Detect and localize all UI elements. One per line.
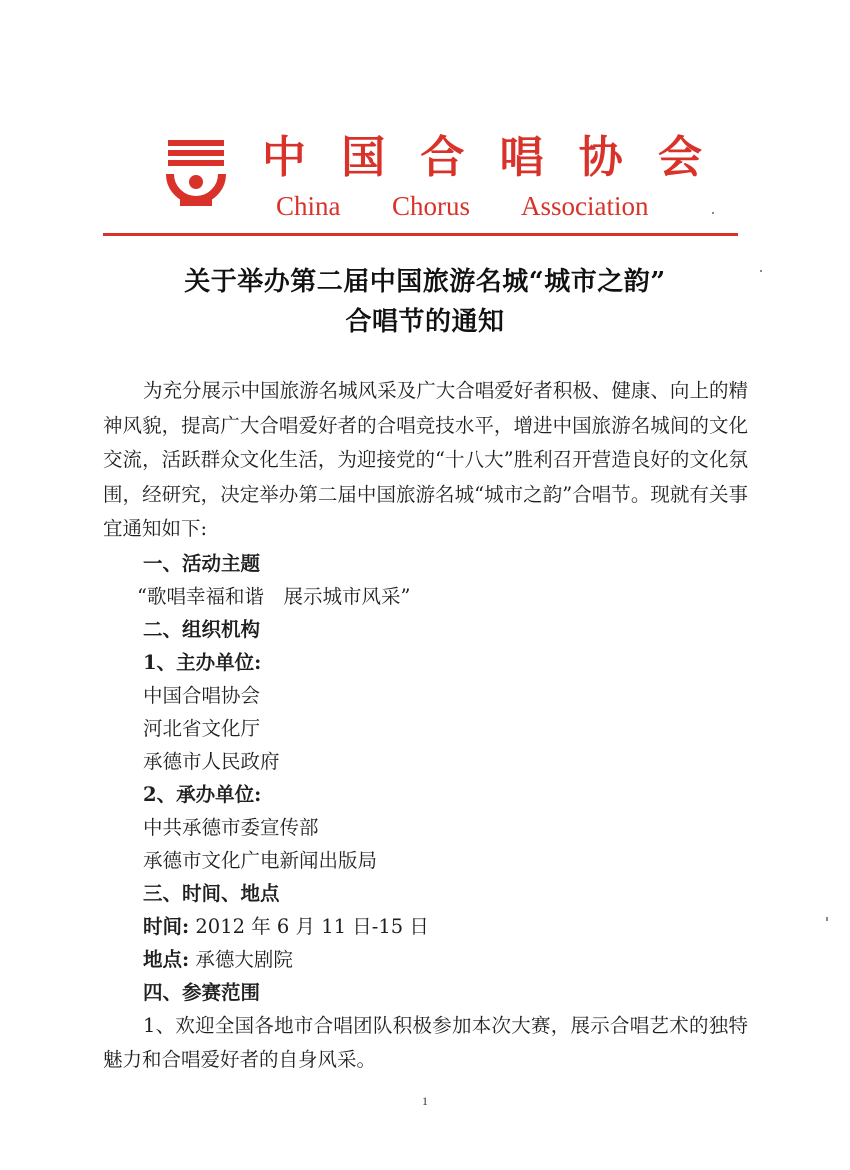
intro-paragraph: 为充分展示中国旅游名城风采及广大合唱爱好者积极、健康、向上的精神风貌，提高广大合唱爱好者的合唱竞技水平，增进中国旅游名城间的文化交流，活跃群众文化生活，为迎接党的“十八大”胜利召开营造良好的文化氛围，经研究，决定举办第二届中国旅游名城“城市之韵”合唱节。现就有关事宜通知如下:: [103, 379, 748, 540]
org-name-word: Association: [521, 191, 649, 221]
title-line: 关于举办第二届中国旅游名城“城市之韵”: [184, 267, 666, 297]
section-heading: 三、时间、地点: [143, 881, 280, 905]
org-name-word: China: [276, 191, 341, 221]
time-label: 时间:: [143, 914, 190, 938]
subsection-heading: 1、主办单位:: [143, 650, 262, 674]
org-name-word: Chorus: [392, 191, 471, 221]
subsection-heading: 2、承办单位:: [143, 782, 262, 806]
host-unit: 承德市人民政府: [143, 749, 280, 773]
host-unit: 中国合唱协会: [143, 683, 261, 707]
org-name-char: 合: [420, 132, 465, 183]
org-name-char: 中: [262, 132, 306, 183]
letterhead-divider: [103, 233, 738, 236]
section-heading: 四、参赛范围: [143, 980, 261, 1004]
org-name-chinese: [262, 128, 702, 188]
org-name-char: 协: [578, 132, 623, 183]
organizer-unit: 承德市文化广电新闻出版局: [143, 848, 378, 872]
place-label: 地点:: [143, 947, 190, 971]
organizer-unit: 中共承德市委宣传部: [143, 815, 319, 839]
scan-speck: [760, 270, 762, 272]
org-name-english: [276, 188, 676, 224]
event-time: [103, 910, 748, 943]
host-unit: 河北省文化厅: [143, 716, 261, 740]
document-body: [103, 374, 748, 1078]
theme-text: “歌唱幸福和谐 展示城市风采”: [137, 584, 411, 608]
scan-speck: [712, 212, 714, 214]
scan-speck: [826, 917, 828, 921]
place-value: 承德大剧院: [189, 947, 293, 971]
org-name-char: 唱: [499, 132, 544, 183]
page-number: 1: [422, 1094, 428, 1108]
org-name-char: 国: [341, 132, 386, 183]
org-name-char: 会: [657, 132, 702, 183]
section-heading: 二、组织机构: [143, 617, 261, 641]
section-heading: 一、活动主题: [143, 551, 261, 575]
chorus-association-emblem-icon: [166, 140, 226, 208]
participation-item: 1、欢迎全国各地市合唱团队积极参加本次大赛，展示合唱艺术的独特魅力和合唱爱好者的自身风采。: [103, 1013, 748, 1071]
title-line: 合唱节的通知: [345, 307, 505, 337]
document-title: [0, 262, 850, 342]
letterhead: [0, 0, 850, 250]
event-place: [103, 943, 748, 976]
time-value: 2012 年 6 月 11 日-15 日: [189, 914, 429, 938]
